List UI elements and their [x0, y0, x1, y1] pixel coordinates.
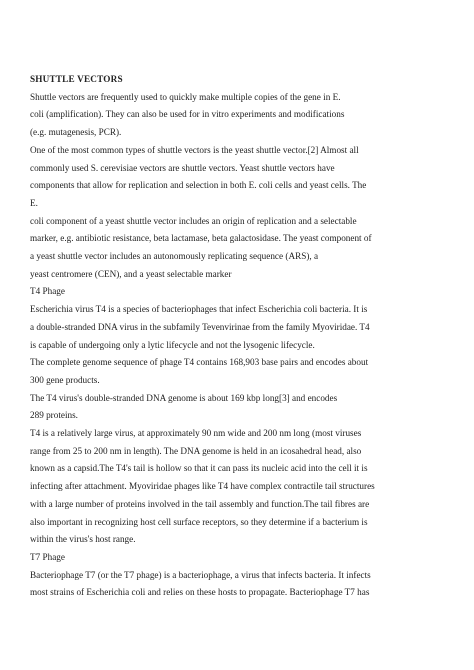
text-line: components that allow for replication and selection in both E. coli cells and yeast cells. The — [30, 180, 367, 191]
text-line: also important in recognizing host cell surface receptors, so they determine if a bacterium is — [30, 516, 368, 527]
text-line: One of the most common types of shuttle vectors is the yeast shuttle vector.[2] Almost all — [30, 144, 359, 155]
text-line: infecting after attachment. Myoviridae phages like T4 have complex contractile tail structures — [30, 481, 375, 492]
text-line: The complete genome sequence of phage T4 contains 168,903 base pairs and encodes about — [30, 357, 369, 368]
text-line: coli (amplification). They can also be used for in vitro experiments and modifications — [30, 109, 345, 120]
text-line: yeast centromere (CEN), and a yeast selectable marker — [30, 268, 232, 279]
text-line: marker, e.g. antibiotic resistance, beta lactamase, beta galactosidase. The yeast component of — [30, 233, 372, 244]
text-line: commonly used S. cerevisiae vectors are shuttle vectors. Yeast shuttle vectors have — [30, 162, 335, 173]
text-line: a yeast shuttle vector includes an autonomously replicating sequence (ARS), a — [30, 251, 319, 262]
text-line: E. — [30, 197, 38, 208]
text-line: coli component of a yeast shuttle vector includes an origin of replication and a selectable — [30, 215, 357, 226]
text-line: Escherichia virus T4 is a species of bacteriophages that infect Escherichia coli bacteria. It is — [30, 304, 368, 315]
text-line: within the virus's host range. — [30, 534, 136, 545]
text-line: 300 gene products. — [30, 374, 100, 385]
text-line: Shuttle vectors are frequently used to quickly make multiple copies of the gene in E. — [30, 91, 341, 102]
text-line: T7 Phage — [30, 551, 65, 562]
text-line: range from 25 to 200 nm in length). The DNA genome is held in an icosahedral head, also — [30, 445, 362, 456]
text-line: most strains of Escherichia coli and relies on these hosts to propagate. Bacteriophage T7 has — [30, 587, 370, 598]
text-line: The T4 virus's double-stranded DNA genome is about 169 kbp long[3] and encodes — [30, 392, 338, 403]
text-line: with a large number of proteins involved in the tail assembly and function.The tail fibres are — [30, 498, 370, 509]
text-line: T4 Phage — [30, 286, 65, 297]
text-line: is capable of undergoing only a lytic lifecycle and not the lysogenic lifecycle. — [30, 339, 315, 350]
text-line: Bacteriophage T7 (or the T7 phage) is a bacteriophage, a virus that infects bacteria. It infects — [30, 569, 371, 580]
text-line: T4 is a relatively large virus, at approximately 90 nm wide and 200 nm long (most viruses — [30, 428, 362, 439]
text-line: (e.g. mutagenesis, PCR). — [30, 127, 122, 138]
section-heading: SHUTTLE VECTORS — [30, 74, 123, 84]
text-line: a double-stranded DNA virus in the subfamily Tevenvirinae from the family Myoviridae. T4 — [30, 321, 370, 332]
document-body — [30, 71, 448, 602]
text-line: known as a capsid.The T4's tail is hollow so that it can pass its nucleic acid into the cell it is — [30, 463, 368, 474]
text-line: 289 proteins. — [30, 410, 78, 421]
